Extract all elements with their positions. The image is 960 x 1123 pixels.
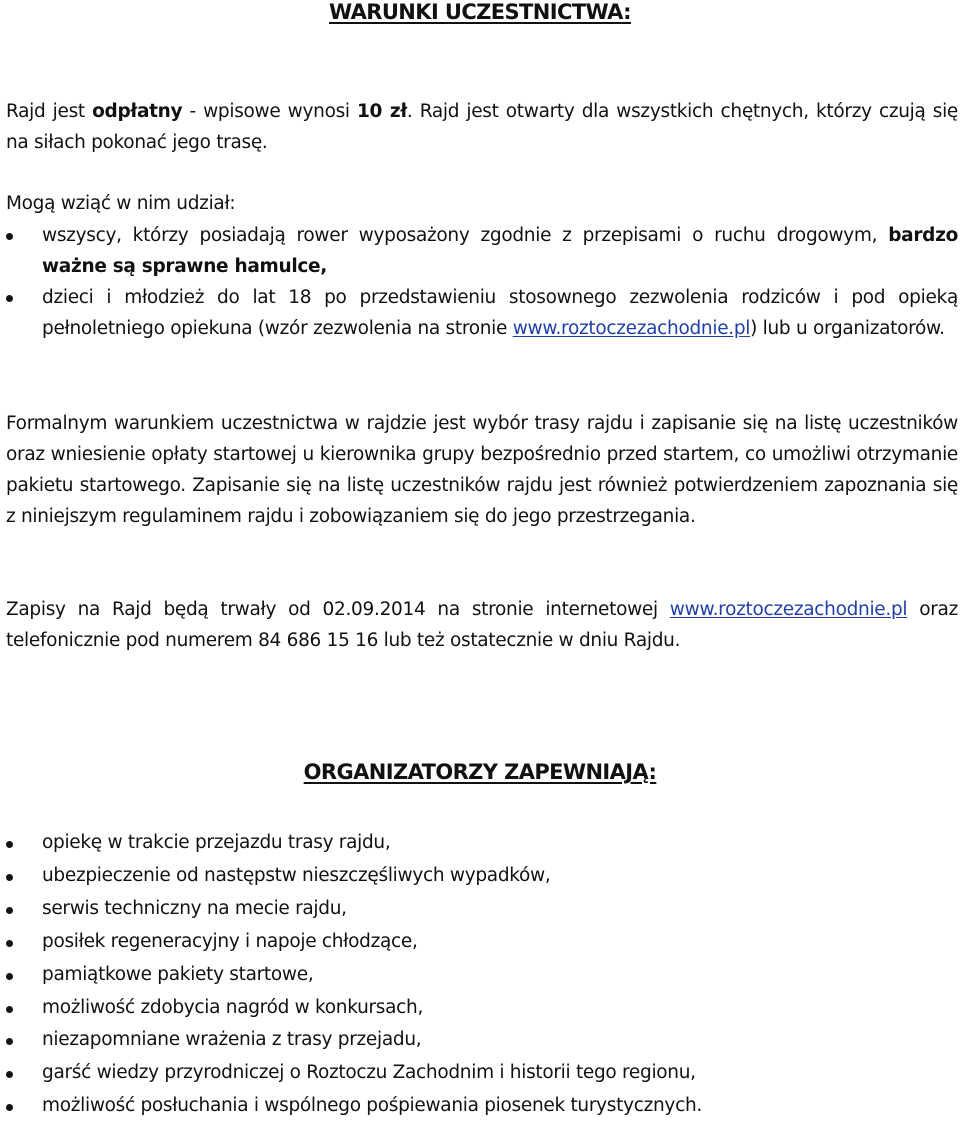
list-item xyxy=(0,827,958,860)
bullet-icon xyxy=(6,841,13,848)
list-item xyxy=(0,220,958,282)
list-item xyxy=(0,1024,958,1057)
participants-list xyxy=(0,220,958,344)
item-text: możliwość posłuchania i wspólnego pośpiewania piosenek turystycznych. xyxy=(42,1095,702,1117)
item-tail-text: ) lub u organizatorów. xyxy=(750,318,945,339)
list-item xyxy=(0,992,958,1025)
website-link[interactable]: www.roztoczezachodnie.pl xyxy=(512,318,751,339)
bullet-icon xyxy=(6,233,13,240)
item-text: serwis techniczny na mecie rajdu, xyxy=(42,897,347,919)
section-heading-organizatorzy: ORGANIZATORZY ZAPEWNIAJĄ: xyxy=(303,760,657,784)
item-text: ubezpieczenie od następstw nieszczęśliwych wypadków, xyxy=(42,864,551,886)
participants-label: Mogą wziąć w nim udział: xyxy=(6,193,236,214)
intro-text-3: . Rajd jest otwarty dla wszystkich chętnych, którzy czują się na siłach pokonać jego trasę. xyxy=(6,101,958,153)
list-item xyxy=(0,860,958,893)
bullet-icon xyxy=(6,973,13,980)
item-text: wszyscy, którzy posiadają rower wyposażony zgodnie z przepisami o ruchu drogowym, xyxy=(42,225,889,246)
bullet-icon xyxy=(6,295,13,302)
item-text: posiłek regeneracyjny i napoje chłodzące, xyxy=(42,930,418,952)
bullet-icon xyxy=(6,1104,13,1111)
item-text: niezapomniane wrażenia z trasy przejadu, xyxy=(42,1029,422,1051)
intro-text-1: Rajd jest xyxy=(6,101,93,122)
item-text: opiekę w trakcie przejazdu trasy rajdu, xyxy=(42,832,391,853)
list-item xyxy=(0,1057,958,1090)
formal-conditions-paragraph: Formalnym warunkiem uczestnictwa w rajdzie jest wybór trasy rajdu i zapisanie się na listę uczestników oraz wniesienie opłaty startowej u kierownika grupy bezpośrednio przed startem, co umożliwi otrzymanie pakietu startowego. Zapisanie się na listę uczestników rajdu jest również potwierdzeniem zapoznania się z niniejszym regulaminem rajdu i zobowiązaniem się do jego przestrzegania. xyxy=(6,413,958,527)
registration-text-1: Zapisy na Rajd będą trwały od 02.09.2014 na stronie internetowej xyxy=(6,599,670,620)
item-text: pamiątkowe pakiety startowe, xyxy=(42,963,314,985)
bullet-icon xyxy=(6,940,13,947)
list-item xyxy=(0,959,958,992)
list-item xyxy=(0,893,958,926)
list-item xyxy=(0,926,958,959)
bullet-icon xyxy=(6,1006,13,1013)
bullet-icon xyxy=(6,1071,13,1078)
list-item xyxy=(0,282,958,344)
item-text: możliwość zdobycia nagród w konkursach, xyxy=(42,996,424,1018)
item-text: dzieci i młodzież do lat 18 po przedstawieniu stosownego zezwolenia rodziców i pod opieką pełnoletniego opiekuna (wzór zezwolenia na stronie xyxy=(42,287,958,339)
bullet-icon xyxy=(6,907,13,914)
intro-paragraph xyxy=(6,96,958,158)
intro-fee-bold: 10 zł xyxy=(356,101,407,122)
registration-text-2: oraz telefonicznie pod numerem 84 686 15 16 lub też ostatecznie w dniu Rajdu. xyxy=(6,599,958,651)
section-heading-warunki: WARUNKI UCZESTNICTWA: xyxy=(329,0,631,24)
item-text: garść wiedzy przyrodniczej o Roztoczu Zachodnim i historii tego regionu, xyxy=(42,1062,696,1084)
bullet-icon xyxy=(6,1038,13,1045)
list-item xyxy=(0,1090,958,1123)
website-link[interactable]: www.roztoczezachodnie.pl xyxy=(669,599,908,620)
bullet-icon xyxy=(6,874,13,881)
item-bold-text: bardzo ważne są sprawne hamulce, xyxy=(42,225,958,277)
organizers-provide-list xyxy=(0,827,958,1123)
intro-paid-bold: odpłatny xyxy=(92,101,183,122)
registration-paragraph xyxy=(6,594,958,656)
intro-text-2: - wpisowe wynosi xyxy=(182,101,357,122)
